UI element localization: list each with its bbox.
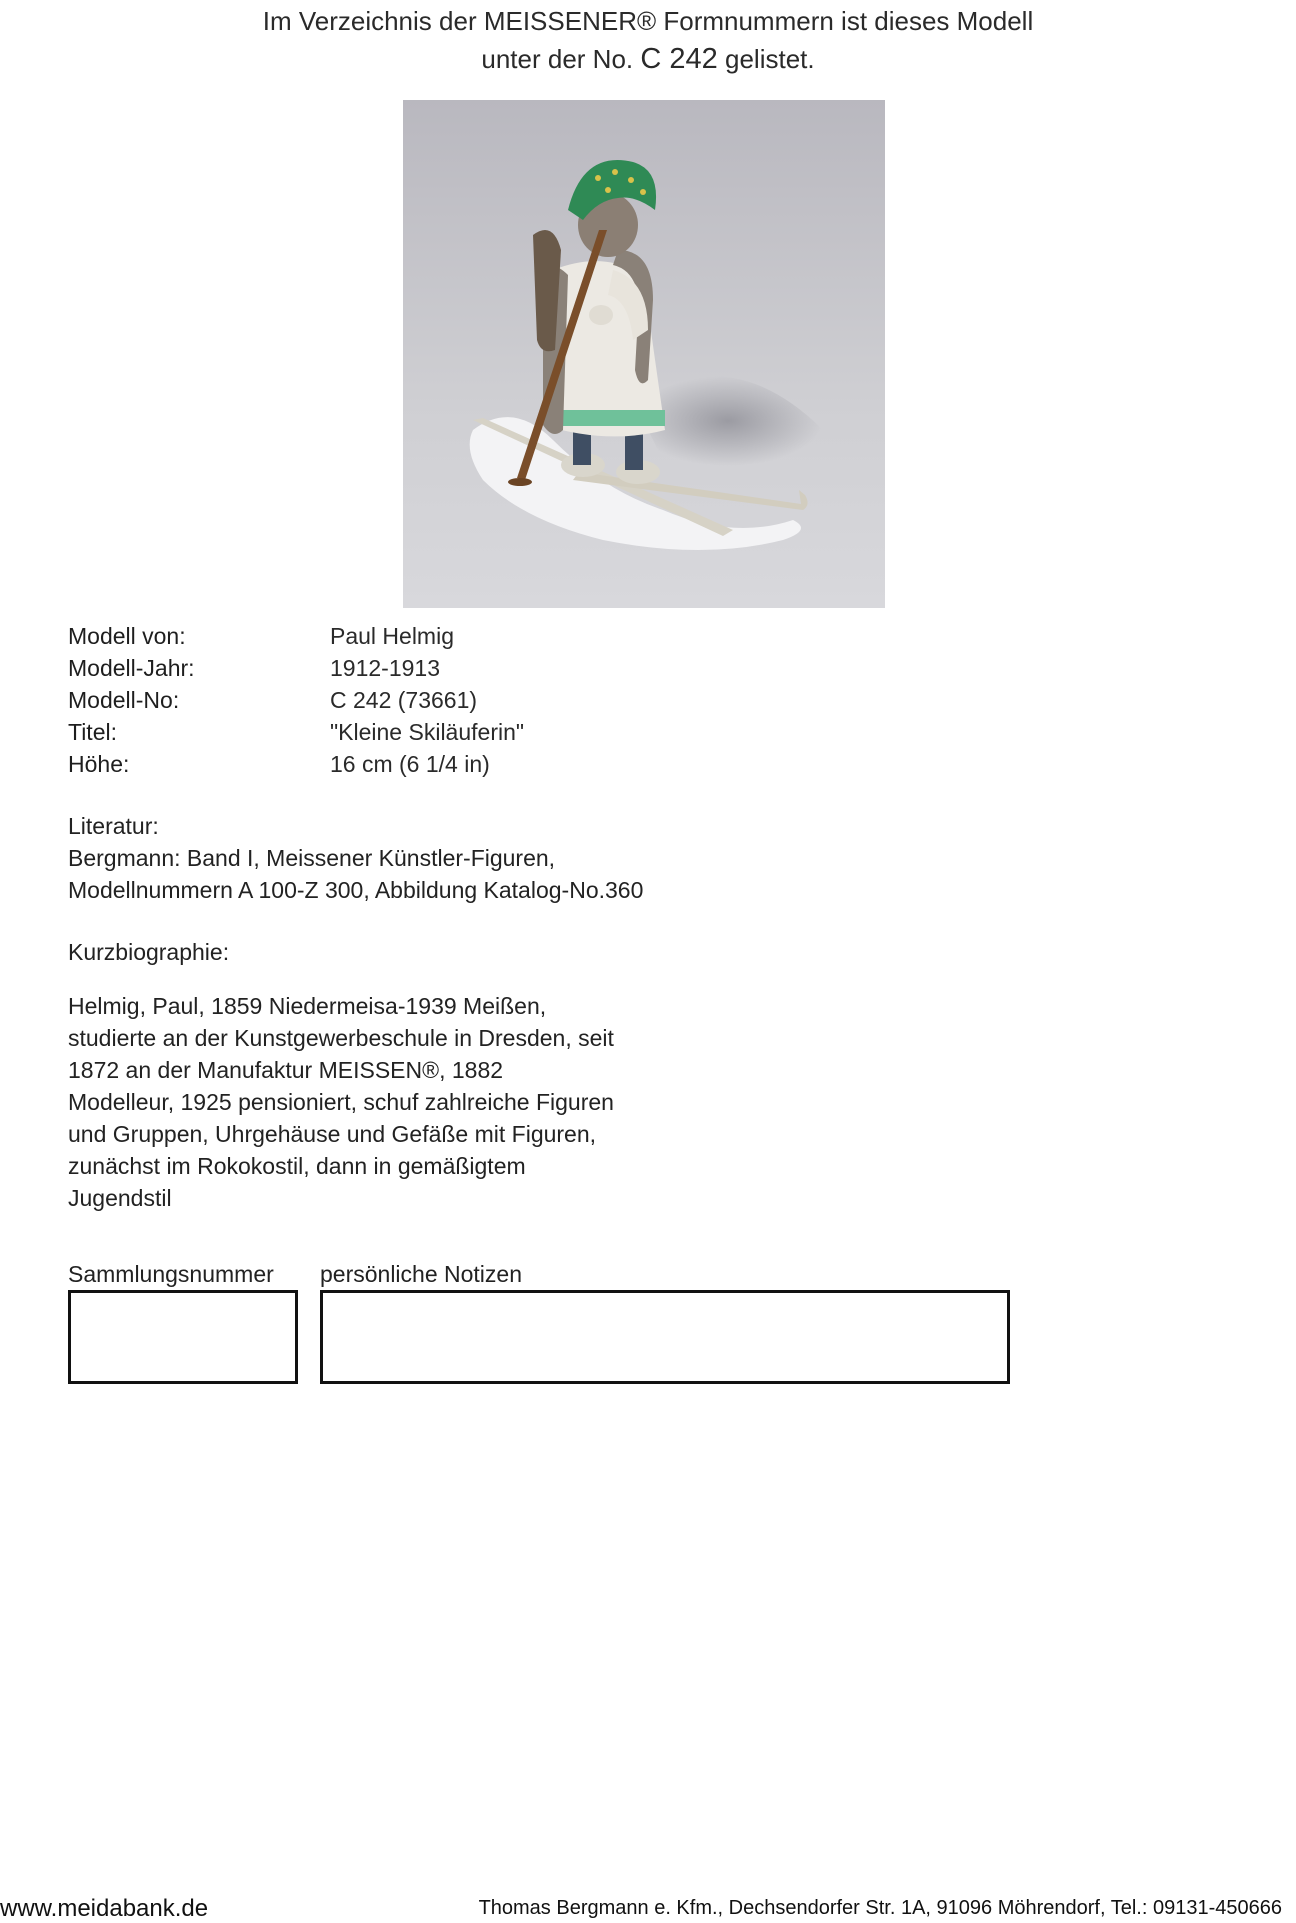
spec-value: C 242 (73661) — [330, 687, 478, 713]
header-suffix: gelistet. — [725, 44, 815, 74]
personal-notes-label: persönliche Notizen — [320, 1261, 523, 1287]
spec-row-titel — [68, 716, 524, 748]
figurine-photo — [403, 100, 885, 608]
biography-line: und Gruppen, Uhrgehäuse und Gefäße mit Figuren, — [68, 1121, 597, 1147]
header — [0, 0, 1296, 78]
collection-number-label: Sammlungsnummer — [68, 1261, 274, 1287]
spec-row-modell-jahr — [68, 652, 524, 684]
biography-line: Helmig, Paul, 1859 Niedermeisa-1939 Meißen, — [68, 993, 547, 1019]
collection-number-box[interactable] — [68, 1290, 298, 1384]
personal-notes-box[interactable] — [320, 1290, 1010, 1384]
literature-heading: Literatur: — [68, 813, 159, 839]
spec-row-hoehe — [68, 748, 524, 780]
header-model-no: C 242 — [640, 43, 718, 75]
header-line-1: Im Verzeichnis der MEISSENER® Formnummern ist dieses Modell — [262, 6, 1034, 36]
literature-section — [68, 810, 643, 906]
spec-label: Modell-No: — [68, 687, 180, 713]
spec-value: 16 cm (6 1/4 in) — [330, 751, 490, 777]
header-prefix: unter der No. — [481, 44, 634, 74]
biography-line: studierte an der Kunstgewerbeschule in Dresden, seit — [68, 1025, 614, 1051]
biography-line: 1872 an der Manufaktur MEISSEN®, 1882 — [68, 1057, 504, 1083]
footer-address: Thomas Bergmann e. Kfm., Dechsendorfer Str. 1A, 91096 Möhrendorf, Tel.: 09131-450666 — [478, 1897, 1282, 1919]
spec-label: Modell-Jahr: — [68, 655, 195, 681]
literature-line: Bergmann: Band I, Meissener Künstler-Figuren, — [68, 845, 556, 871]
spec-value: "Kleine Skiläuferin" — [330, 719, 525, 745]
spec-table — [68, 620, 524, 780]
header-line-2 — [0, 40, 1296, 78]
spec-label: Titel: — [68, 719, 117, 745]
footer-website[interactable]: www.meidabank.de — [0, 1895, 209, 1922]
spec-value: 1912-1913 — [330, 655, 440, 681]
spec-label: Modell von: — [68, 623, 186, 649]
spec-value: Paul Helmig — [330, 623, 454, 649]
spec-label: Höhe: — [68, 751, 130, 777]
spec-row-modell-no — [68, 684, 524, 716]
biography-line: Modelleur, 1925 pensioniert, schuf zahlreiche Figuren — [68, 1089, 614, 1115]
figurine-illustration — [403, 100, 885, 608]
biography-heading: Kurzbiographie: — [68, 939, 230, 965]
spec-row-modell-von — [68, 620, 524, 652]
biography-text — [68, 990, 648, 1214]
biography-line: Jugendstil — [68, 1185, 172, 1211]
biography-line: zunächst im Rokokostil, dann in gemäßigtem — [68, 1153, 526, 1179]
literature-line: Modellnummern A 100-Z 300, Abbildung Katalog-No.360 — [68, 877, 644, 903]
